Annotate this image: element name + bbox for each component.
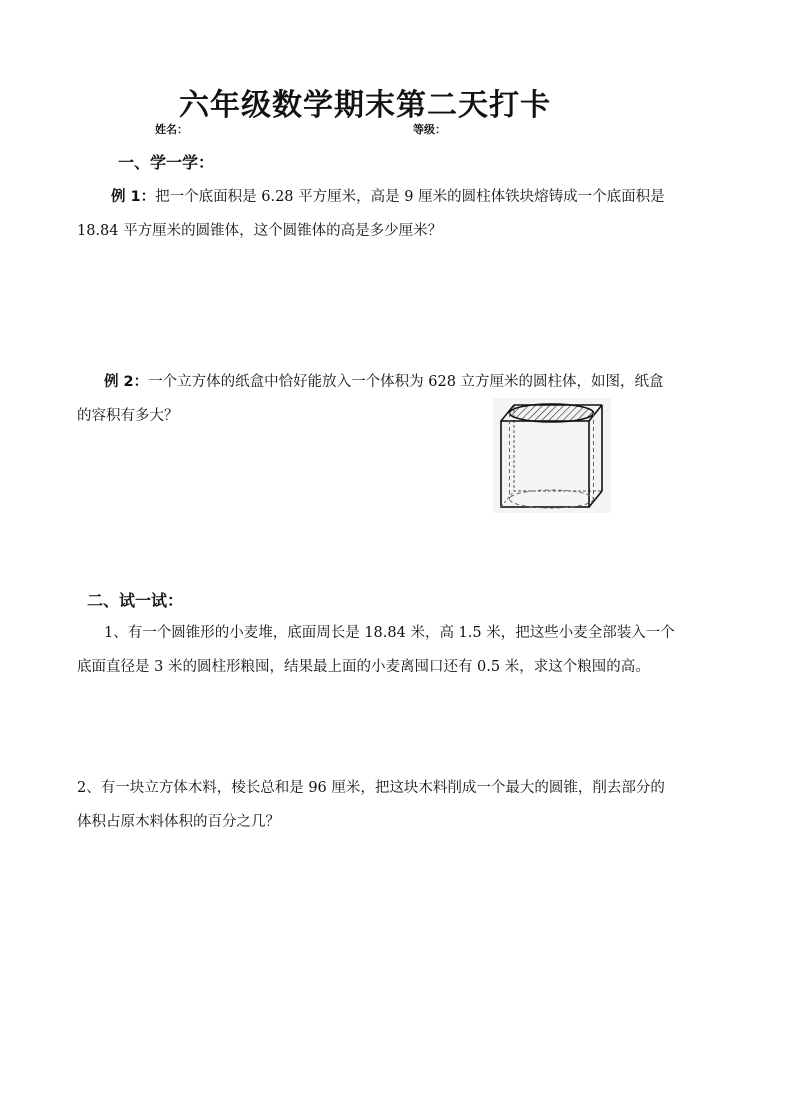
example-2-line-2: 的容积有多大？ bbox=[77, 408, 179, 424]
problem-2-line-2: 体积占原木料体积的百分之几？ bbox=[77, 814, 280, 830]
section-learn-heading: 一、学一学： bbox=[118, 153, 215, 172]
page-title: 六年级数学期末第二天打卡 bbox=[179, 88, 551, 123]
example-1 bbox=[77, 180, 727, 248]
problem-1-line-1: 1、有一个圆锥形的小麦堆，底面周长是 18.84 米，高 1.5 米，把这些小麦全部装入一个 bbox=[104, 625, 675, 641]
name-label: 姓名： bbox=[155, 123, 188, 136]
example-1-line-2: 18.84 平方厘米的圆锥体，这个圆锥体的高是多少厘米？ bbox=[77, 223, 443, 239]
problem-2 bbox=[77, 771, 727, 839]
example-2-line-1: 一个立方体的纸盒中恰好能放入一个体积为 628 立方厘米的圆柱体，如图，纸盒 bbox=[148, 374, 664, 390]
problem-1-line-2: 底面直径是 3 米的圆柱形粮囤，结果最上面的小麦离囤口还有 0.5 米，求这个粮囤的高。 bbox=[77, 659, 650, 675]
example-2 bbox=[77, 365, 727, 433]
grade-label: 等级： bbox=[413, 123, 446, 136]
section-try-heading: 二、试一试： bbox=[87, 591, 184, 610]
example-2-label: 例 2： bbox=[104, 374, 149, 390]
example-1-label: 例 1： bbox=[111, 189, 156, 205]
problem-1 bbox=[77, 616, 727, 684]
problem-2-line-1: 2、有一块立方体木料，棱长总和是 96 厘米，把这块木料削成一个最大的圆锥，削去部分的 bbox=[77, 780, 665, 796]
cube-cylinder-figure bbox=[493, 398, 611, 513]
example-1-line-1: 把一个底面积是 6.28 平方厘米，高是 9 厘米的圆柱体铁块熔铸成一个底面积是 bbox=[155, 189, 665, 205]
